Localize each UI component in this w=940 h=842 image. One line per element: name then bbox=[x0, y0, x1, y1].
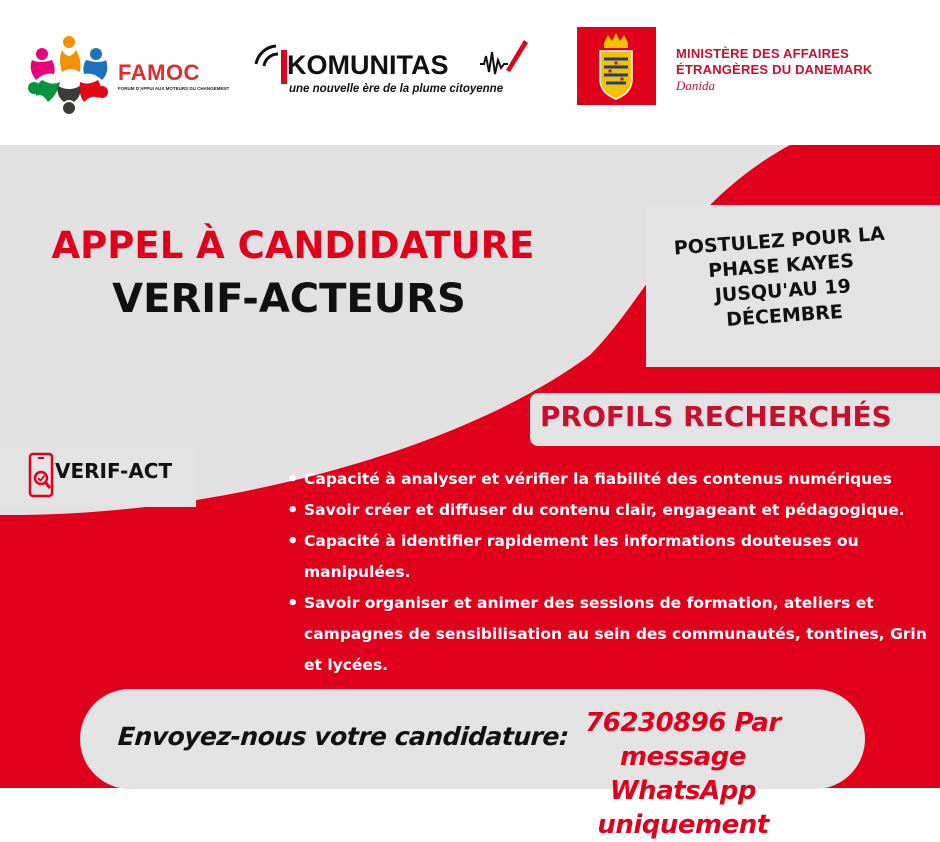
profiles-heading: PROFILS RECHERCHÉS bbox=[540, 400, 892, 433]
wifi-signal-icon bbox=[252, 40, 288, 84]
danish-coat-of-arms-icon bbox=[594, 31, 639, 101]
famoc-logo-icon bbox=[22, 30, 118, 116]
verif-act-logo-text: VERIF-ACT bbox=[55, 459, 173, 483]
deadline-text bbox=[643, 220, 921, 339]
danida-label: Danida bbox=[676, 78, 715, 93]
contact-method: WhatsApp uniquement bbox=[597, 776, 769, 840]
page-title: APPEL À CANDIDATURE bbox=[51, 224, 535, 267]
deadline-line: PHASE KAYES bbox=[707, 249, 855, 283]
profile-item: • Capacité à identifier rapidement les informations douteuses ou manipulées. bbox=[285, 526, 935, 588]
komunitas-tagline: une nouvelle ère de la plume citoyenne bbox=[289, 83, 504, 95]
contact-phone: 76230896 Par message bbox=[585, 708, 781, 772]
profile-item: • Capacité à analyser et vérifier la fiabilité des contenus numériques bbox=[285, 464, 935, 495]
ministry-line-1: MINISTÈRE DES AFFAIRES bbox=[676, 46, 849, 61]
pen-soundwave-icon bbox=[480, 34, 528, 84]
komunitas-name: KOMUNITAS bbox=[287, 50, 449, 80]
contact-details bbox=[528, 706, 838, 842]
ministry-line-2: ÉTRANGÈRES DU DANEMARK bbox=[676, 62, 873, 77]
deadline-line: POSTULEZ POUR LA bbox=[673, 222, 886, 260]
deadline-line: DÉCEMBRE bbox=[725, 300, 844, 331]
famoc-tagline: FORUM D'APPUI AUX MOTEURS DU CHANGEMENT bbox=[118, 86, 230, 91]
famoc-name: FAMOC bbox=[118, 60, 200, 85]
program-name: VERIF-ACTEURS bbox=[112, 276, 466, 322]
contact-label: Envoyez-nous votre candidature: bbox=[116, 722, 570, 751]
profile-item: • Savoir créer et diffuser du contenu clair, engageant et pédagogique. bbox=[285, 495, 935, 526]
profile-item: • Savoir organiser et animer des sessions de formation, ateliers et campagnes de sensibilisation au sein des communautés, tontines, Grin et lycées. bbox=[285, 588, 935, 681]
profiles-list bbox=[285, 464, 935, 681]
deadline-line: JUSQU'AU 19 bbox=[714, 275, 852, 307]
